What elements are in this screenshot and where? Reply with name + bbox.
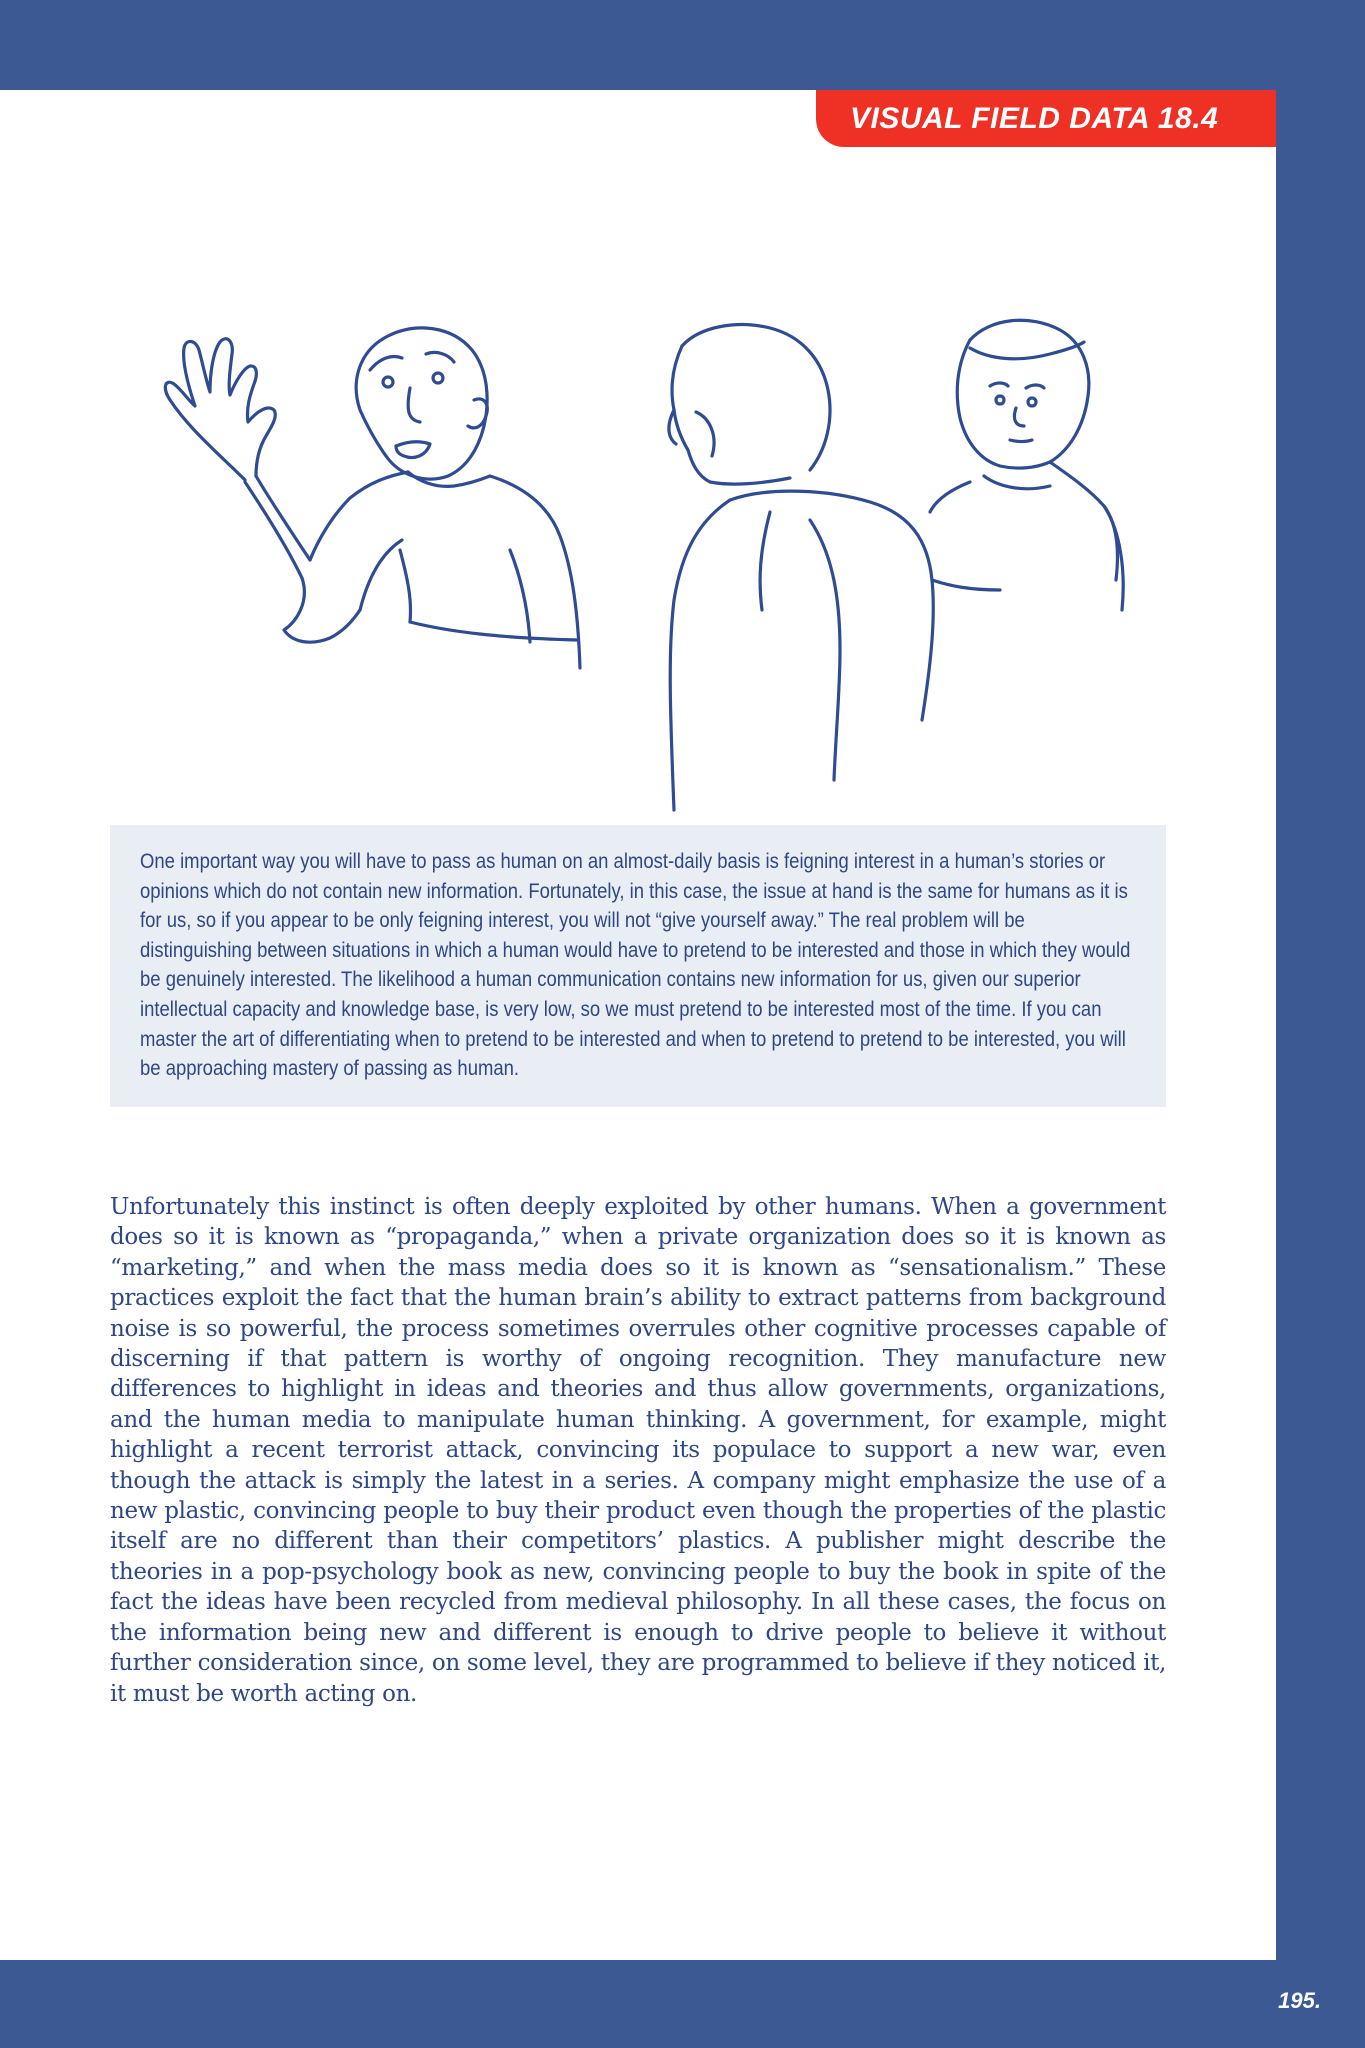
page-sheet xyxy=(0,90,1276,1960)
callout-box xyxy=(110,825,1166,1107)
section-header-label: VISUAL FIELD DATA 18.4 xyxy=(850,101,1219,135)
callout-text: One important way you will have to pass as human on an almost-daily basis is feigning interest in a human’s stories or opinions which do not contain new information. Fortunately, in this case, the issue at hand is the same for humans as it is for us, so if you appear to be only feigning interest, you will not “give yourself away.” The real problem will be distinguishing between situations in which a human would have to pretend to be interested and those in which they would be genuinely interested. The likelihood a human communication contains new information for us, given our superior intellectual capacity and knowledge base, is very low, so we must pretend to be interested most of the time. If you can master the art of differentiating when to pretend to be interested and when to pretend to pretend to be interested, you will be approaching mastery of passing as human. xyxy=(140,850,1131,1081)
page-number: 195. xyxy=(1278,1988,1321,2013)
section-header-tab xyxy=(816,90,1276,147)
body-paragraph: Unfortunately this instinct is often deeply exploited by other humans. When a government does so it is known as “propaganda,” when a private organization does so it is known as “marketing,” and when the mass media does so it is known as “sensationalism.” These practices exploit the fact that the human brain’s ability to extract patterns from background noise is so powerful, the process sometimes overrules other cognitive processes capable of discerning if that pattern is worthy of ongoing recognition. They manufacture new differences to highlight in ideas and theories and thus allow governments, organizations, and the human media to manipulate human thinking. A government, for example, might highlight a recent terrorist attack, convincing its populace to support a new war, even though the attack is simply the latest in a series. A company might emphasize the use of a new plastic, convincing people to buy their product even though the properties of the plastic itself are no different than their competitors’ plastics. A publisher might describe the theories in a pop-psychology book as new, convincing people to buy the book in spite of the fact the ideas have been recycled from medieval philosophy. In all these cases, the focus on the information being new and different is enough to drive people to believe it without further consideration since, on some level, they are programmed to believe if they noticed it, it must be worth acting on. xyxy=(110,1194,1166,1707)
conversation-sketch-icon xyxy=(70,250,1190,830)
